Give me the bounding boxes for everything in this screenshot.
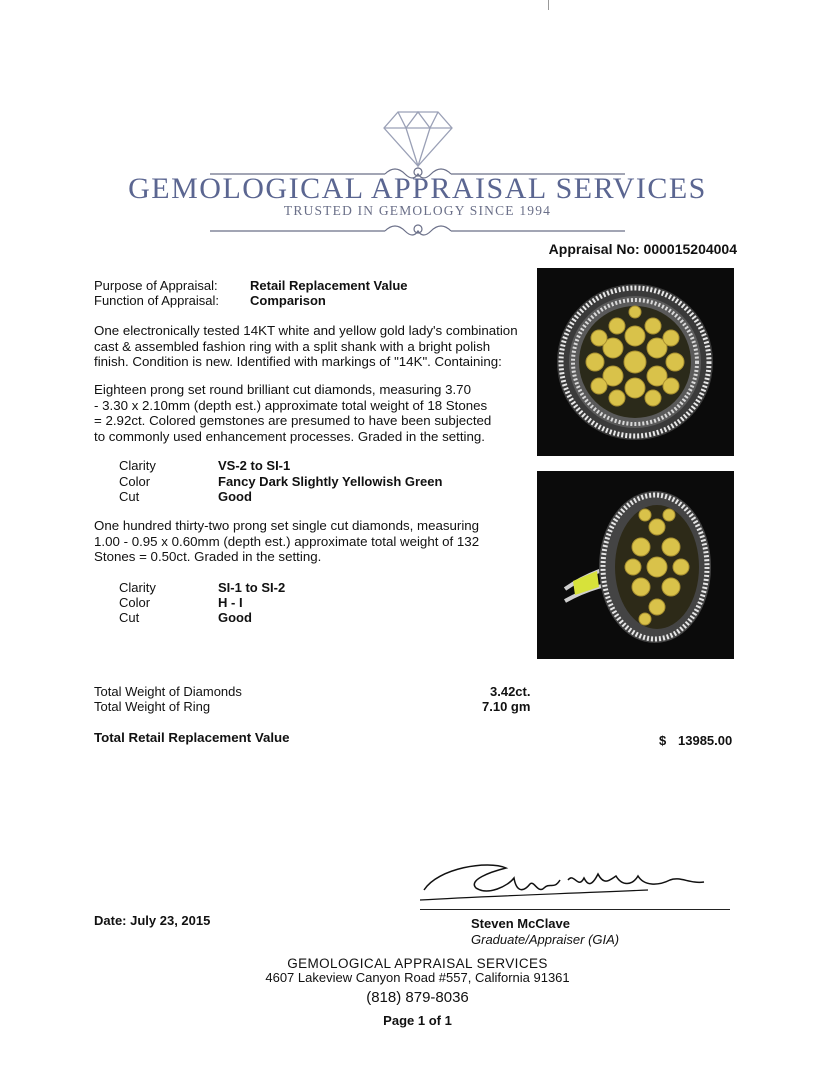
function-label: Function of Appraisal: [94,293,220,308]
description-line: cast & assembled fashion ring with a split shank with a bright polish [94,338,491,354]
appraisal-date: Date: July 23, 2015 [94,913,211,928]
description-line: One electronically tested 14KT white and yellow gold lady's combination [94,323,518,338]
ring-photo-side [537,471,734,659]
page-edge-mark [548,0,549,10]
retail-amount: 13985.00 [678,733,733,748]
footer-company: GEMOLOGICAL APPRAISAL SERVICES [287,956,548,971]
stones2-line: 1.00 - 0.95 x 0.60mm (depth est.) approximate total weight of 132 [94,533,480,549]
purpose-label: Purpose of Appraisal: [94,278,218,293]
ornament-bottom [210,225,625,235]
total-ring-weight-value: 7.10 gm [482,699,531,714]
stones1-line: Eighteen prong set round brilliant cut diamonds, measuring 3.70 [94,382,471,397]
stones1-cut-label: Cut [119,489,140,504]
signature-line [420,909,730,910]
stones2-clarity-value: SI-1 to SI-2 [218,580,286,595]
retail-currency: $ [659,733,667,748]
description [94,323,518,370]
appraiser-title: Graduate/Appraiser (GIA) [471,932,620,947]
stones2-color-label: Color [119,595,151,610]
description-line: finish. Condition is new. Identified with markings of "14K". Containing: [94,354,502,369]
footer-phone: (818) 879-8036 [366,989,469,1006]
stones2-color-value: H - I [218,595,243,610]
stones1-clarity-value: VS-2 to SI-1 [218,458,291,473]
stones2-cut-label: Cut [119,610,140,625]
total-diamond-weight-label: Total Weight of Diamonds [94,684,242,699]
footer-address: 4607 Lakeview Canyon Road #557, California 91361 [265,970,570,985]
diamond-icon [384,112,452,166]
ring-photo-top [537,268,734,456]
total-diamond-weight-value: 3.42ct. [490,684,531,699]
stones1-color-value: Fancy Dark Slightly Yellowish Green [218,474,443,489]
appraiser-signature [418,850,718,910]
stones1-line: = 2.92ct. Colored gemstones are presumed to have been subjected [94,413,492,428]
stones2-line: One hundred thirty-two prong set single cut diamonds, measuring [94,518,480,533]
stones2-line: Stones = 0.50ct. Graded in the setting. [94,549,322,564]
stones2-clarity-label: Clarity [119,580,156,595]
stones2-description [94,518,479,565]
purpose-value: Retail Replacement Value [250,278,408,293]
stones1-color-label: Color [119,474,151,489]
company-tagline: TRUSTED IN GEMOLOGY SINCE 1994 [283,203,552,218]
retail-value-label: Total Retail Replacement Value [94,730,290,745]
total-ring-weight-label: Total Weight of Ring [94,699,211,714]
page-indicator: Page 1 of 1 [383,1013,452,1028]
company-name: GEMOLOGICAL APPRAISAL SERVICES [128,172,707,205]
stones1-description [94,382,491,444]
stones1-line: - 3.30 x 2.10mm (depth est.) approximate total weight of 18 Stones [94,397,488,413]
appraisal-number: Appraisal No: 000015204004 [548,241,737,257]
stones1-clarity-label: Clarity [119,458,156,473]
appraiser-name: Steven McClave [471,916,570,931]
function-value: Comparison [250,293,326,308]
stones1-cut-value: Good [218,489,252,504]
stones2-cut-value: Good [218,610,252,625]
stones1-line: to commonly used enhancement processes. Graded in the setting. [94,428,485,444]
